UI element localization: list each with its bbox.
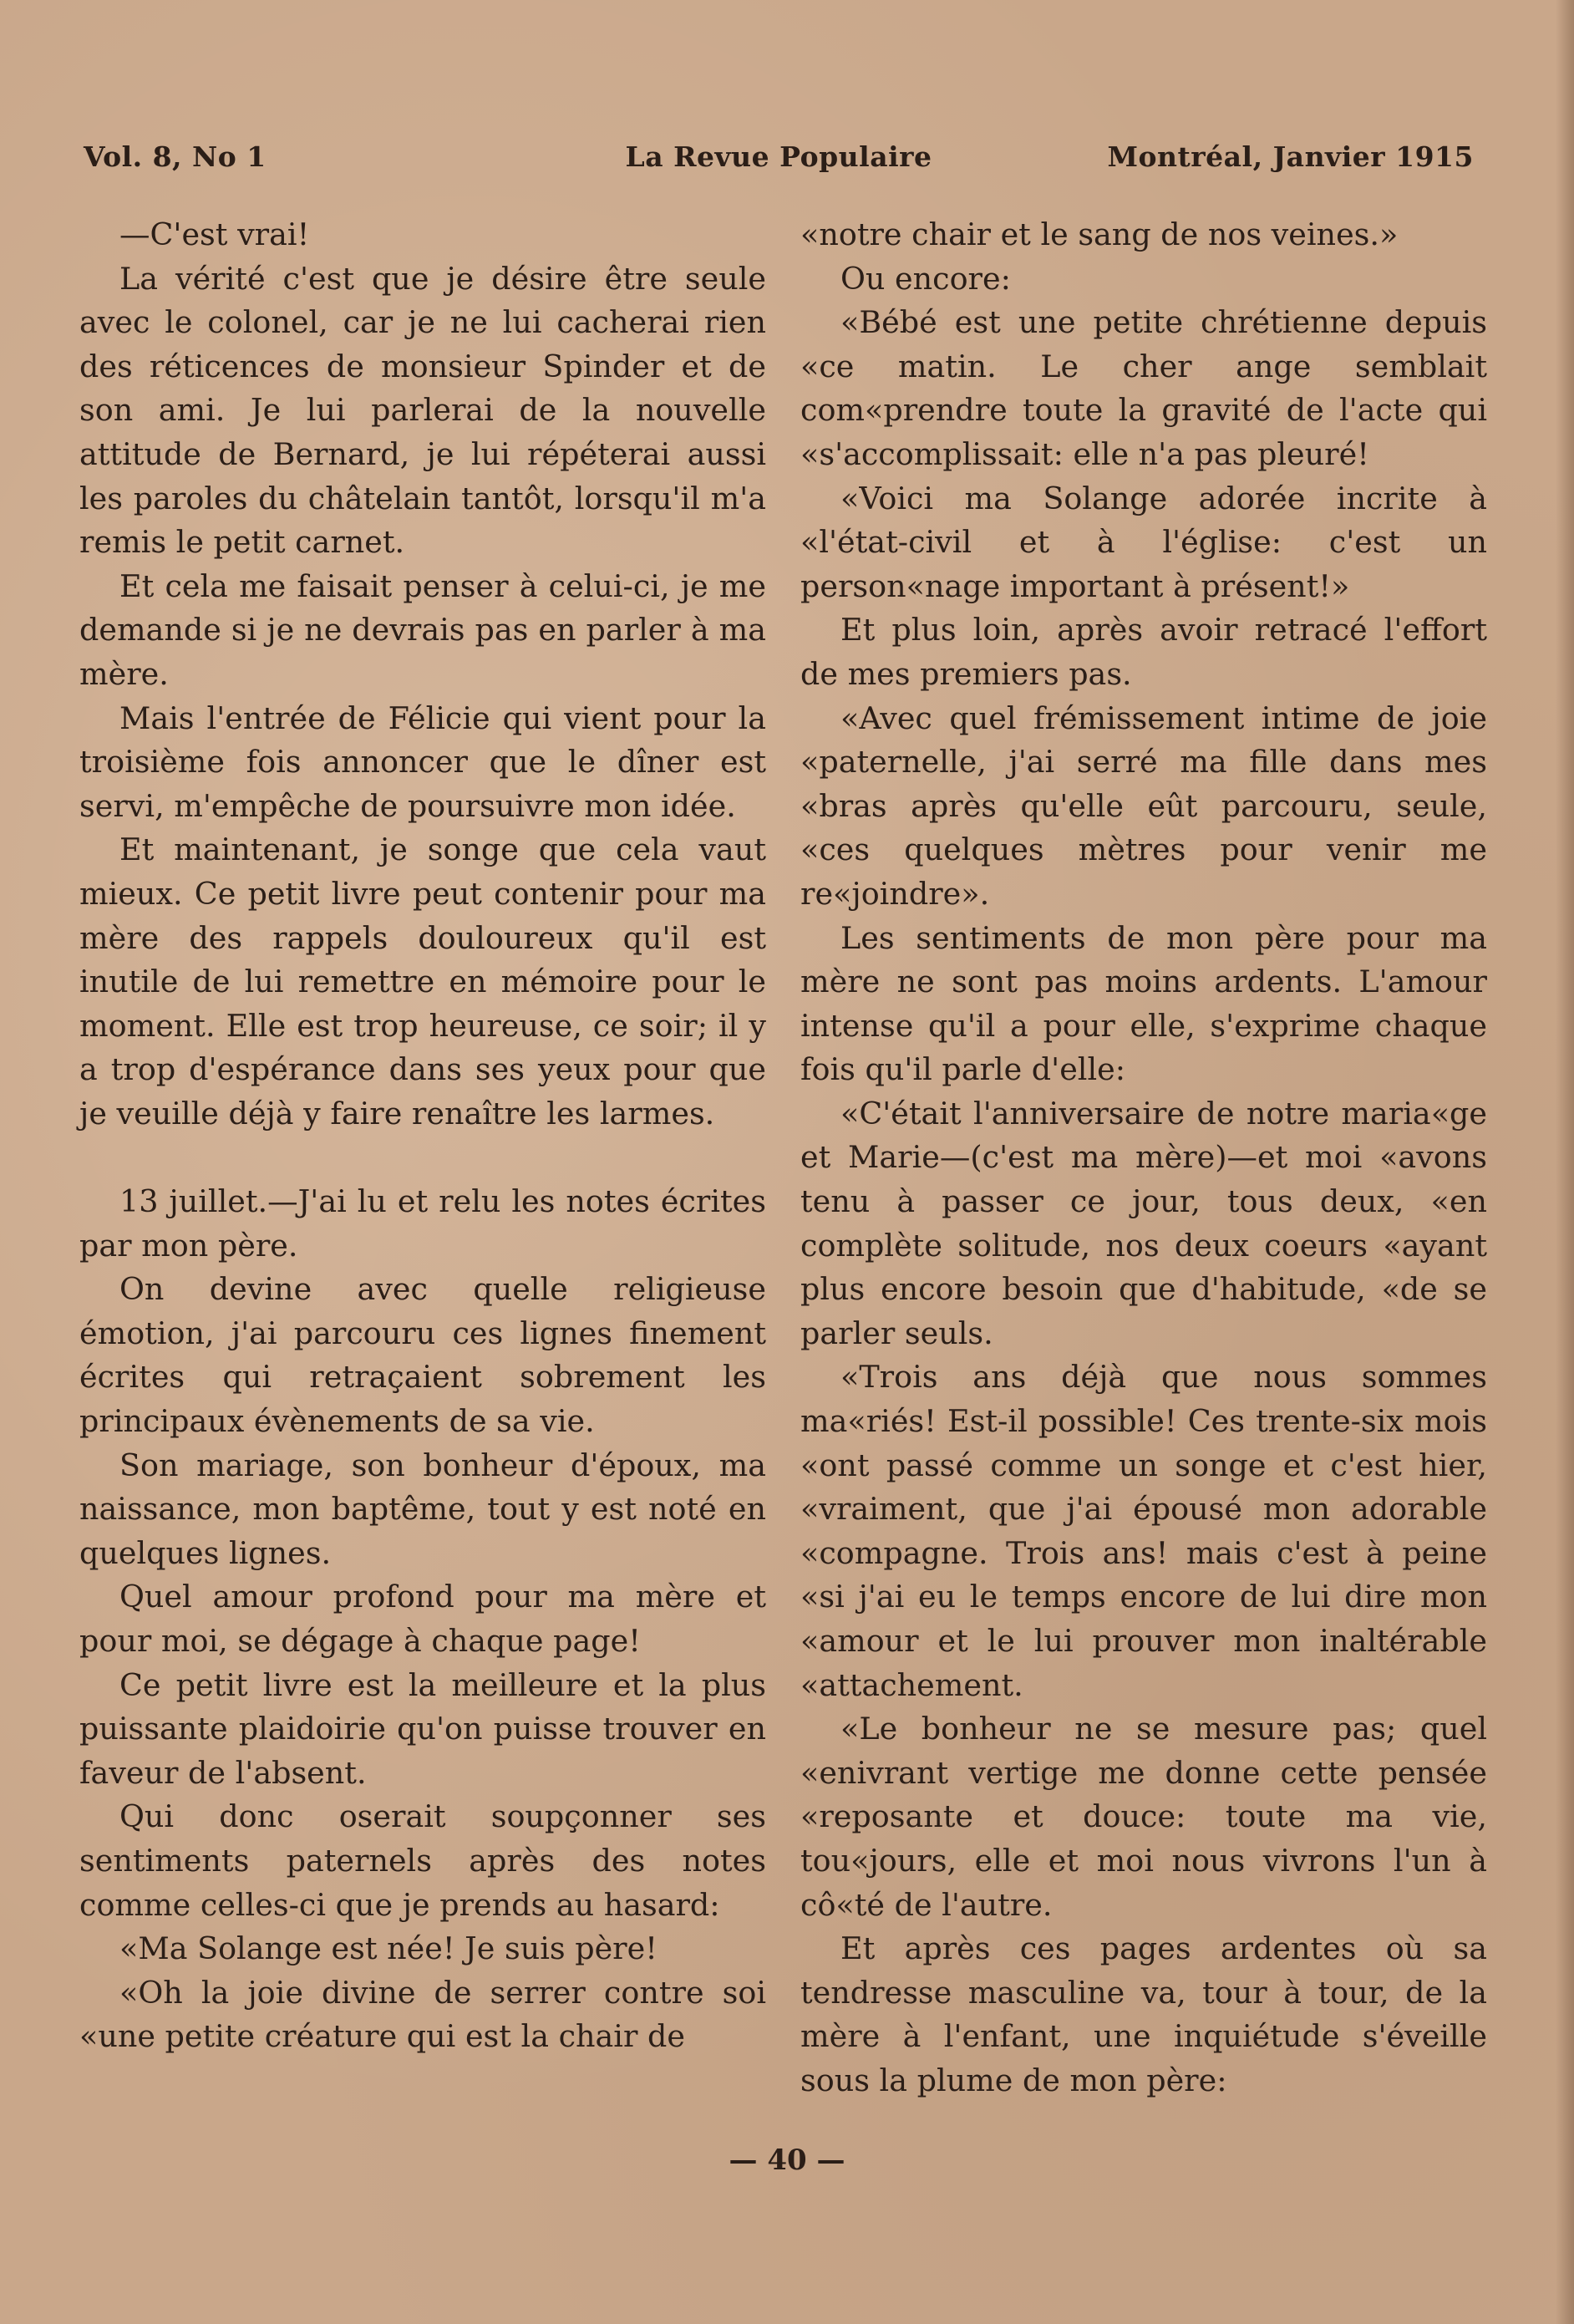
quotation: «Bébé est une petite chrétienne depuis «ce matin. Le cher ange semblait com«prendre toute la gravité de l'acte qui «s'accomplissait: elle n'a pas pleuré! bbox=[800, 304, 1487, 472]
page-number: — 40 — bbox=[729, 2143, 845, 2177]
page-edge-shadow bbox=[1556, 0, 1574, 2324]
section-spacer bbox=[79, 1136, 766, 1180]
paragraph: Et cela me faisait penser à celui-ci, je me demande si je ne devrais pas en parler à ma mère. bbox=[79, 567, 766, 692]
paragraph: Mais l'entrée de Félicie qui vient pour la troisième fois annoncer que le dîner est servi, m'empêche de poursuivre mon idée. bbox=[79, 699, 766, 824]
right-column bbox=[800, 213, 1487, 2103]
issue-date: Montréal, Janvier 1915 bbox=[1107, 140, 1474, 173]
paragraph: La vérité c'est que je désire être seule avec le colonel, car je ne lui cacherai rien des réticences de monsieur Spinder et de son ami. Je lui parlerai de la nouvelle attitude de Bernard, je lui répéterai aussi les paroles du châtelain tantôt, lorsqu'il m'a remis le petit carnet. bbox=[79, 260, 766, 561]
paragraph: Ou encore: bbox=[840, 260, 1011, 297]
quotation: «Trois ans déjà que nous sommes ma«riés! Est-il possible! Ces trente-six mois «ont passé comme un songe et c'est hier, «vraiment, que j'ai épousé mon adorable «compagne. Trois ans! mais c'est à peine «si j'ai eu le temps encore de lui dire mon «amour et le lui prouver mon inaltérable «attachement. bbox=[800, 1359, 1487, 1703]
paragraph: Qui donc oserait soupçonner ses sentiments paternels après des notes comme celles-ci que je prends au hasard: bbox=[79, 1798, 766, 1923]
paragraph: Et maintenant, je songe que cela vaut mieux. Ce petit livre peut contenir pour ma mère des rappels douloureux qu'il est inutile de lui remettre en mémoire pour le moment. Elle est trop heureuse, ce soir; il y a trop d'espérance dans ses yeux pour que je veuille déjà y faire renaître les larmes. bbox=[79, 831, 766, 1131]
paragraph: Ce petit livre est la meilleure et la plus puissante plaidoirie qu'on puisse trouver en faveur de l'absent. bbox=[79, 1666, 766, 1791]
quotation: «C'était l'anniversaire de notre maria«ge et Marie—(c'est ma mère)—et moi «avons tenu à passer ce jour, tous deux, «en complète solitude, nos deux coeurs «ayant plus encore besoin que d'habitude, «de se parler seuls. bbox=[800, 1095, 1487, 1351]
paragraph: —C'est vrai! bbox=[119, 216, 310, 252]
paragraph: Son mariage, son bonheur d'époux, ma naissance, mon baptême, tout y est noté en quelques lignes. bbox=[79, 1447, 766, 1571]
paragraph: Quel amour profond pour ma mère et pour moi, se dégage à chaque page! bbox=[79, 1579, 766, 1659]
quotation: «Avec quel frémissement intime de joie «paternelle, j'ai serré ma fille dans mes «bras après qu'elle eût parcouru, seule, «ces quelques mètres pour venir me re«joindre». bbox=[800, 699, 1487, 912]
quotation: «Voici ma Solange adorée incrite à «l'état-civil et à l'église: c'est un person«nage important à présent!» bbox=[800, 480, 1487, 604]
paragraph: Et plus loin, après avoir retracé l'effort de mes premiers pas. bbox=[800, 612, 1487, 692]
quotation: «Oh la joie divine de serrer contre soi «une petite créature qui est la chair de bbox=[79, 1974, 766, 2055]
left-column bbox=[79, 213, 766, 2059]
dated-entry: 13 juillet.—J'ai lu et relu les notes écrites par mon père. bbox=[79, 1183, 766, 1264]
quotation: «notre chair et le sang de nos veines.» bbox=[800, 216, 1399, 252]
volume-number: Vol. 8, No 1 bbox=[84, 140, 267, 173]
running-header bbox=[84, 140, 1474, 182]
quotation: «Le bonheur ne se mesure pas; quel «enivrant vertige me donne cette pensée «reposante et douce: toute ma vie, tou«jours, elle et moi nous vivrons l'un à cô«té de l'autre. bbox=[800, 1711, 1487, 1923]
paragraph: Et après ces pages ardentes où sa tendresse masculine va, tour à tour, de la mère à l'enfant, une inquiétude s'éveille sous la plume de mon père: bbox=[800, 1930, 1487, 2098]
journal-title: La Revue Populaire bbox=[625, 140, 932, 173]
paragraph: On devine avec quelle religieuse émotion, j'ai parcouru ces lignes finement écrites qui retraçaient sobrement les principaux évènements de sa vie. bbox=[79, 1271, 766, 1440]
paragraph: Les sentiments de mon père pour ma mère ne sont pas moins ardents. L'amour intense qu'il a pour elle, s'exprime chaque fois qu'il parle d'elle: bbox=[800, 919, 1487, 1088]
quotation: «Ma Solange est née! Je suis père! bbox=[119, 1930, 658, 1967]
